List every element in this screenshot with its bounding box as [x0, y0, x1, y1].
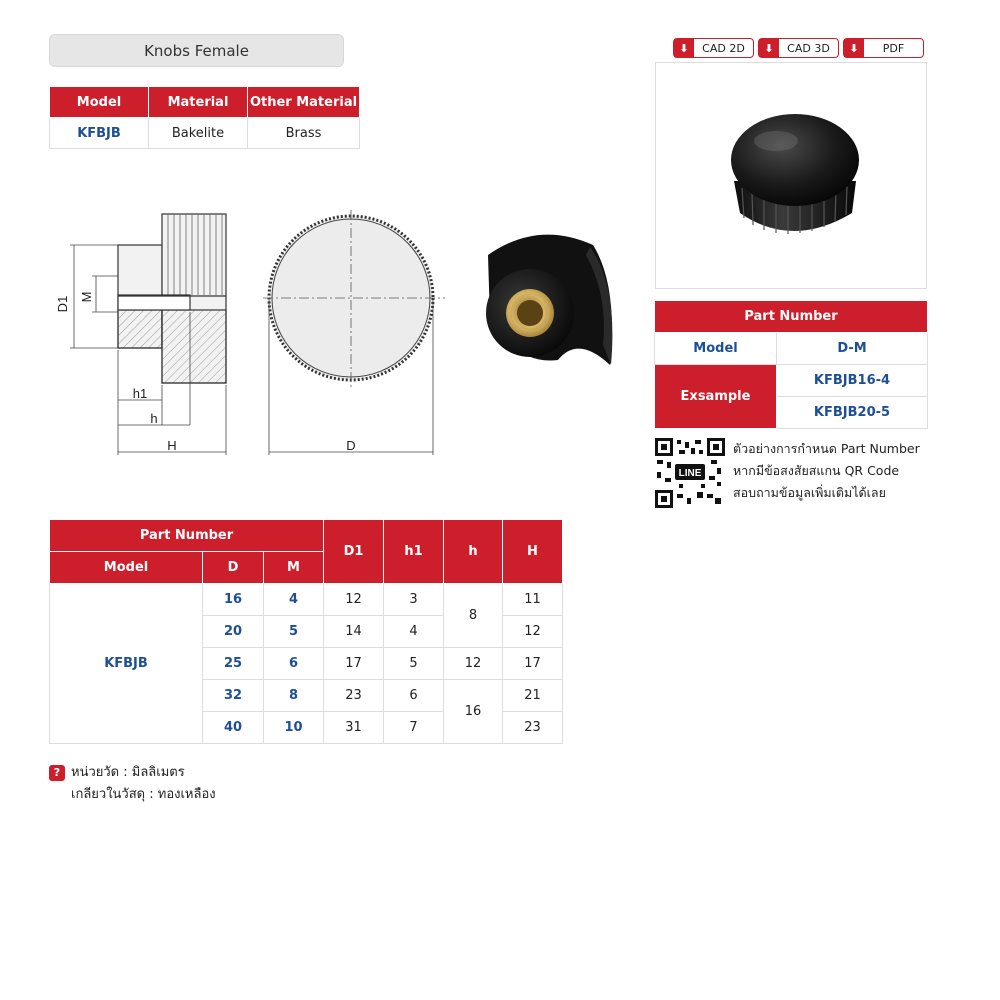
download-icon: ⬇ [844, 39, 864, 57]
part-number-title: Part Number [655, 301, 928, 333]
qr-note-line-3: สอบถามข้อมูลเพิ่มเติมได้เลย [733, 485, 886, 500]
other-material-cell: Brass [248, 118, 360, 149]
spec-h-cell: 8 [444, 584, 503, 648]
spec-d-cell: 20 [203, 616, 264, 648]
spec-m-cell: 4 [264, 584, 324, 616]
spec-header-d1: D1 [324, 520, 384, 584]
dim-h1-label: h1 [132, 386, 148, 401]
spec-h1-cell: 7 [384, 712, 444, 744]
spec-d-cell: 40 [203, 712, 264, 744]
thread-note: เกลียวในวัสดุ : ทองเหลือง [71, 787, 216, 802]
page-title: Knobs Female [49, 34, 344, 67]
spec-table [49, 519, 563, 744]
download-icon: ⬇ [759, 39, 779, 57]
spec-d-cell: 16 [203, 584, 264, 616]
material-header-model: Model [50, 87, 149, 118]
pn-model-value: D-M [777, 333, 928, 365]
spec-H-cell: 12 [503, 616, 563, 648]
spec-H-cell: 11 [503, 584, 563, 616]
spec-H-cell: 23 [503, 712, 563, 744]
spec-m-cell: 5 [264, 616, 324, 648]
line-qr-code[interactable] [655, 438, 725, 508]
dim-h-label: h [150, 411, 158, 426]
part-number-box [654, 300, 928, 429]
spec-header-model: Model [50, 552, 203, 584]
spec-m-cell: 8 [264, 680, 324, 712]
pdf-button[interactable]: ⬇ PDF [843, 38, 924, 58]
pn-example-label: Exsample [655, 365, 777, 429]
material-header-material: Material [149, 87, 248, 118]
dim-D-label: D [346, 438, 356, 453]
spec-H-cell: 17 [503, 648, 563, 680]
technical-drawing [50, 200, 450, 465]
product-photo [655, 62, 927, 289]
spec-header-d: D [203, 552, 264, 584]
spec-d1-cell: 31 [324, 712, 384, 744]
dim-H-label: H [167, 438, 177, 453]
spec-m-cell: 6 [264, 648, 324, 680]
spec-d1-cell: 12 [324, 584, 384, 616]
unit-note: หน่วยวัด : มิลลิเมตร [71, 765, 185, 780]
spec-header-H: H [503, 520, 563, 584]
side-view [118, 214, 226, 383]
spec-h-cell: 12 [444, 648, 503, 680]
spec-header-h: h [444, 520, 503, 584]
table-row [50, 584, 563, 616]
material-model-cell: KFBJB [50, 118, 149, 149]
pn-model-label: Model [655, 333, 777, 365]
spec-h1-cell: 4 [384, 616, 444, 648]
download-icon: ⬇ [674, 39, 694, 57]
dim-d1-label: D1 [55, 295, 70, 313]
download-bar [673, 38, 924, 58]
dim-m-label: M [79, 291, 94, 303]
spec-d-cell: 25 [203, 648, 264, 680]
spec-d1-cell: 14 [324, 616, 384, 648]
material-cell: Bakelite [149, 118, 248, 149]
spec-model-cell: KFBJB [50, 584, 203, 744]
material-header-other: Other Material [248, 87, 360, 118]
spec-h1-cell: 3 [384, 584, 444, 616]
qr-note-line-1: ตัวอย่างการกำหนด Part Number [733, 441, 920, 456]
qr-line-label: LINE [678, 468, 702, 479]
front-view [263, 210, 445, 455]
cad-3d-button[interactable]: ⬇ CAD 3D [758, 38, 839, 58]
spec-d-cell: 32 [203, 680, 264, 712]
spec-h-cell: 16 [444, 680, 503, 744]
spec-header-m: M [264, 552, 324, 584]
spec-h1-cell: 5 [384, 648, 444, 680]
pn-example-1: KFBJB16-4 [777, 365, 928, 397]
pn-example-2: KFBJB20-5 [777, 397, 928, 429]
qr-section [655, 438, 920, 508]
qr-note-line-2: หากมีข้อสงสัยสแกน QR Code [733, 463, 900, 478]
qr-note [733, 438, 920, 508]
spec-header-h1: h1 [384, 520, 444, 584]
spec-d1-cell: 17 [324, 648, 384, 680]
question-icon: ? [49, 765, 65, 781]
spec-h1-cell: 6 [384, 680, 444, 712]
spec-d1-cell: 23 [324, 680, 384, 712]
product-cutaway-render [478, 225, 623, 370]
cad-2d-button[interactable]: ⬇ CAD 2D [673, 38, 754, 58]
spec-H-cell: 21 [503, 680, 563, 712]
spec-m-cell: 10 [264, 712, 324, 744]
material-table [49, 86, 360, 149]
footnote [49, 762, 216, 806]
spec-part-number-header: Part Number [50, 520, 324, 552]
